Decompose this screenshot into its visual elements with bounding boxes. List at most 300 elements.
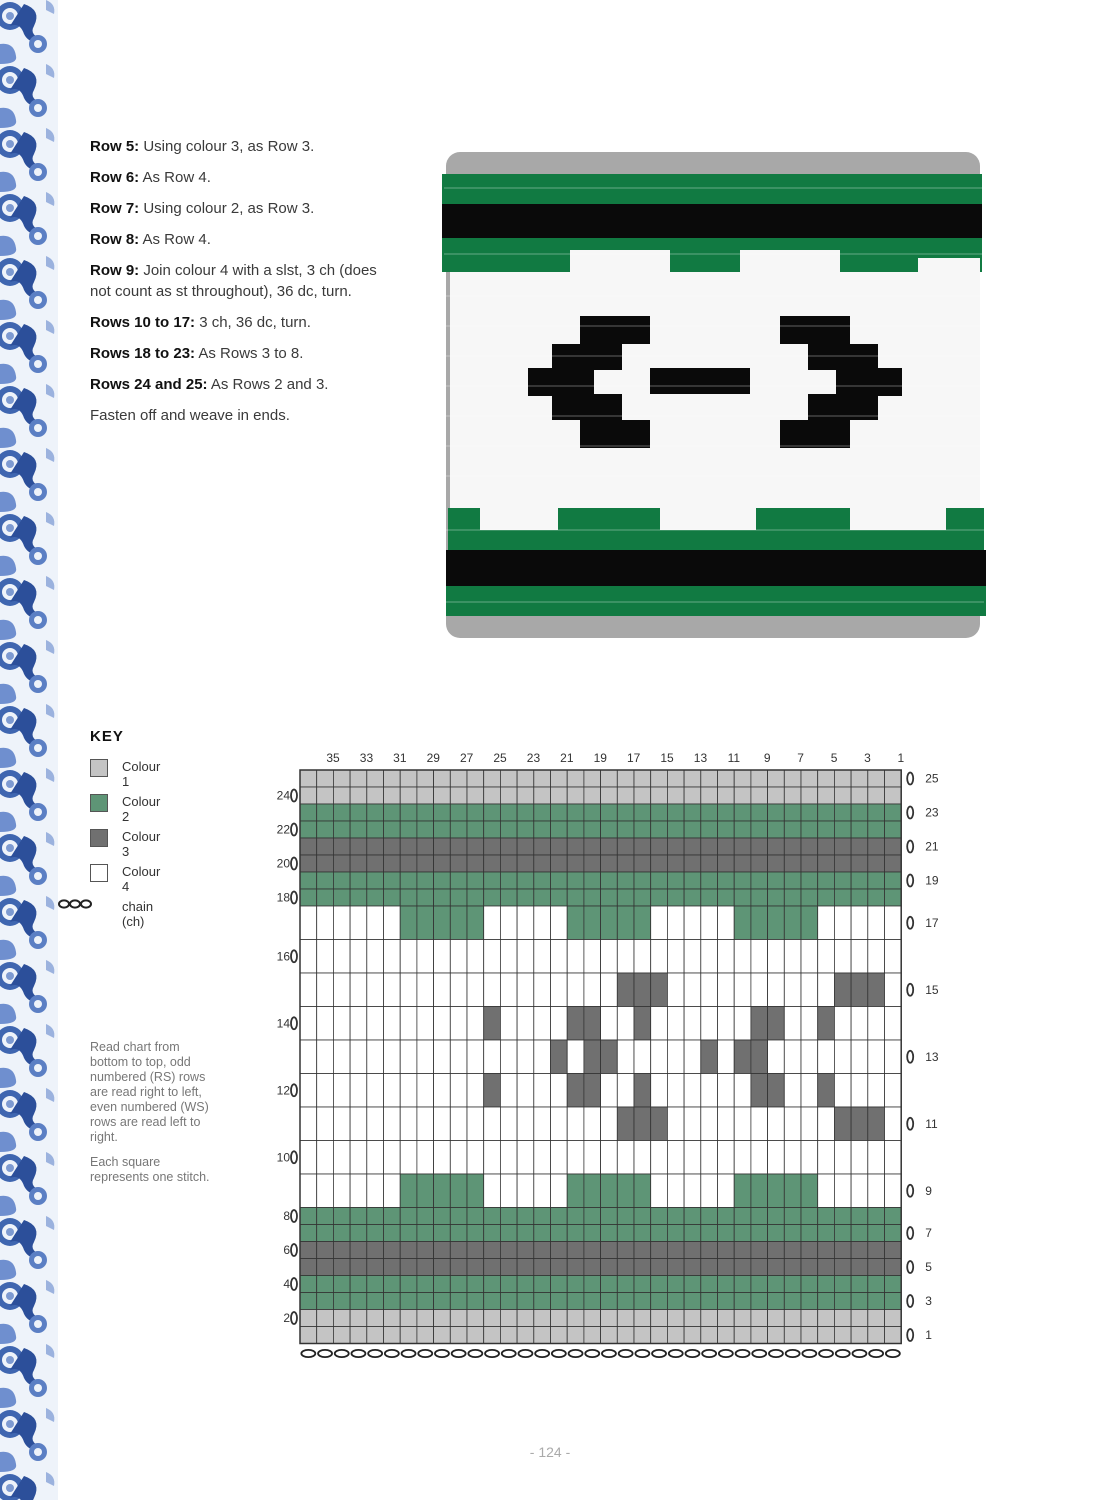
chart-cell [567, 787, 584, 804]
chart-cell [484, 1040, 501, 1074]
chart-cell [751, 1293, 768, 1310]
chart-cell [617, 1225, 634, 1242]
chart-cell [834, 889, 851, 906]
chart-cell [484, 1225, 501, 1242]
chart-cell [617, 1040, 634, 1074]
chart-cell [718, 1259, 735, 1276]
chart-cell [734, 1074, 751, 1108]
chart-cell [350, 804, 367, 821]
chart-cell [551, 1242, 568, 1259]
instruction-text: As Row 4. [139, 231, 211, 248]
chart-cell [784, 1107, 801, 1141]
chart-cell [384, 855, 401, 872]
chart-cell [684, 1007, 701, 1041]
chart-cell [417, 906, 434, 940]
chart-cell [434, 1107, 451, 1141]
chart-cell [834, 1293, 851, 1310]
chart-cell [667, 1310, 684, 1327]
chart-cell [551, 1276, 568, 1293]
chart-cell [450, 872, 467, 889]
crochet-swatch-photo [440, 146, 988, 644]
chart-cell [534, 889, 551, 906]
chart-cell [584, 1107, 601, 1141]
chart-cell [367, 1259, 384, 1276]
chart-cell [734, 838, 751, 855]
chart-cell [350, 940, 367, 974]
chart-cell [667, 1259, 684, 1276]
chart-cell [601, 821, 618, 838]
chart-cell [384, 1107, 401, 1141]
chart-cell [467, 770, 484, 787]
chart-cell [834, 1141, 851, 1175]
chart-cell [768, 821, 785, 838]
chart-cell [718, 889, 735, 906]
chart-cell [734, 770, 751, 787]
chart-cell [751, 1208, 768, 1225]
chart-cell [634, 906, 651, 940]
chart-cell [484, 1293, 501, 1310]
chart-cell [484, 1242, 501, 1259]
chart-cell [350, 1242, 367, 1259]
foundation-chain-icon [535, 1350, 549, 1357]
chart-cell [500, 838, 517, 855]
chart-cell [667, 940, 684, 974]
chart-cell [584, 906, 601, 940]
chart-cell [384, 1208, 401, 1225]
turning-chain-icon [291, 1151, 297, 1163]
chart-cell [768, 872, 785, 889]
chart-cell [517, 1174, 534, 1208]
chart-cell [885, 1242, 902, 1259]
chart-cell [450, 1242, 467, 1259]
chart-cell [768, 770, 785, 787]
chart-cell [617, 1327, 634, 1344]
chart-cell [367, 973, 384, 1007]
chart-cell [384, 906, 401, 940]
chart-cell [450, 940, 467, 974]
chart-cell [784, 1327, 801, 1344]
chart-cell [417, 1242, 434, 1259]
chart-cell [517, 872, 534, 889]
chart-cell [634, 1174, 651, 1208]
chart-cell [417, 838, 434, 855]
chart-cell [567, 821, 584, 838]
chart-cell [333, 889, 350, 906]
chart-cell [734, 1208, 751, 1225]
chart-cell [567, 1310, 584, 1327]
instruction-text: Using colour 2, as Row 3. [139, 200, 315, 217]
chart-cell [484, 1007, 501, 1041]
chart-cell [517, 1007, 534, 1041]
chart-cell [684, 1040, 701, 1074]
chart-cell [534, 804, 551, 821]
chart-cell [300, 855, 317, 872]
chart-cell [851, 906, 868, 940]
turning-chain-icon [291, 824, 297, 836]
row-number: 23 [925, 805, 939, 820]
chart-cell [885, 838, 902, 855]
key-item-chain [90, 899, 154, 934]
chart-cell [601, 1040, 618, 1074]
chart-cell [651, 872, 668, 889]
chart-cell [500, 787, 517, 804]
instruction-text: 3 ch, 36 dc, turn. [195, 314, 311, 331]
column-number: 19 [593, 751, 607, 765]
chart-cell [801, 1276, 818, 1293]
turning-chain-icon [907, 841, 913, 853]
chart-cell [601, 1107, 618, 1141]
chart-cell [417, 1276, 434, 1293]
chart-cell [450, 906, 467, 940]
chart-cell [868, 1276, 885, 1293]
chart-cell [751, 906, 768, 940]
chart-cell [434, 889, 451, 906]
chart-cell [384, 940, 401, 974]
chart-cell [400, 1208, 417, 1225]
chart-cell [317, 1242, 334, 1259]
foundation-chain-icon [819, 1350, 833, 1357]
chart-cell [467, 804, 484, 821]
chart-cell [467, 1310, 484, 1327]
chart-cell [851, 838, 868, 855]
foundation-chain-icon [669, 1350, 683, 1357]
chart-cell [300, 1293, 317, 1310]
chart-cell [751, 1225, 768, 1242]
chart-cell [818, 1174, 835, 1208]
chart-cell [300, 1310, 317, 1327]
instruction-row [90, 260, 390, 302]
chart-cell [434, 1208, 451, 1225]
chart-cell [400, 1276, 417, 1293]
chart-cell [384, 889, 401, 906]
chart-cell [567, 1107, 584, 1141]
chart-cell [651, 973, 668, 1007]
chart-cell [701, 1107, 718, 1141]
chart-cell [851, 1208, 868, 1225]
chart-cell [617, 804, 634, 821]
row-number: 1 [925, 1328, 932, 1342]
instruction-row [90, 312, 390, 333]
chart-cell [333, 1327, 350, 1344]
chart-cell [333, 940, 350, 974]
chart-cell [384, 1293, 401, 1310]
chart-cell [734, 1293, 751, 1310]
chart-cell [500, 889, 517, 906]
chart-cell [534, 1259, 551, 1276]
key-title: KEY [90, 728, 124, 745]
chart-cell [851, 1107, 868, 1141]
chart-cell [818, 1208, 835, 1225]
chart-cell [634, 770, 651, 787]
chart-cell [350, 1327, 367, 1344]
chart-cell [834, 1040, 851, 1074]
chart-cell [868, 1141, 885, 1175]
chart-cell [417, 973, 434, 1007]
chart-cell [484, 1259, 501, 1276]
chart-cell [551, 906, 568, 940]
chart-cell [617, 973, 634, 1007]
chart-cell [367, 804, 384, 821]
chart-cell [467, 1174, 484, 1208]
chart-cell [400, 1242, 417, 1259]
chart-cell [718, 1107, 735, 1141]
chart-cell [818, 889, 835, 906]
chart-cell [684, 973, 701, 1007]
chart-cell [500, 804, 517, 821]
chart-cell [734, 889, 751, 906]
chart-cell [517, 1293, 534, 1310]
chart-cell [751, 821, 768, 838]
chart-cell [601, 1293, 618, 1310]
chart-cell [484, 821, 501, 838]
chart-cell [450, 1259, 467, 1276]
chart-cell [534, 906, 551, 940]
chart-cell [718, 906, 735, 940]
chart-cell [434, 1174, 451, 1208]
chart-cell [617, 940, 634, 974]
chart-cell [651, 1074, 668, 1108]
chart-cell [400, 1007, 417, 1041]
chart-cell [467, 906, 484, 940]
chart-cell [317, 804, 334, 821]
chart-cell [701, 872, 718, 889]
chart-cell [885, 1174, 902, 1208]
chart-cell [768, 1310, 785, 1327]
chart-cell [885, 1107, 902, 1141]
chart-cell [317, 787, 334, 804]
chart-cell [784, 1174, 801, 1208]
chart-cell [317, 1141, 334, 1175]
chart-cell [467, 1007, 484, 1041]
chart-cell [317, 1107, 334, 1141]
chart-cell [801, 804, 818, 821]
chart-cell [751, 940, 768, 974]
chart-cell [484, 1310, 501, 1327]
chart-cell [367, 1293, 384, 1310]
row-number: 12 [276, 1083, 290, 1098]
row-number: 19 [925, 873, 939, 888]
chart-cell [801, 1208, 818, 1225]
foundation-chain-icon [569, 1350, 583, 1357]
chart-cell [868, 872, 885, 889]
colour-3-swatch [90, 829, 108, 847]
chart-cell [718, 804, 735, 821]
chart-cell [667, 973, 684, 1007]
turning-chain-icon [291, 1278, 297, 1290]
chart-cell [317, 838, 334, 855]
chart-cell [617, 1107, 634, 1141]
chart-cell [384, 1225, 401, 1242]
chart-cell [350, 770, 367, 787]
foundation-chain-icon [702, 1350, 716, 1357]
chart-cell [317, 940, 334, 974]
chart-cell [300, 872, 317, 889]
chart-cell [701, 1225, 718, 1242]
chart-cell [551, 1225, 568, 1242]
chart-cell [584, 1141, 601, 1175]
chart-cell [517, 1242, 534, 1259]
chart-cell [534, 787, 551, 804]
chart-cell [801, 1327, 818, 1344]
chart-cell [367, 1327, 384, 1344]
turning-chain-icon [291, 1210, 297, 1222]
column-number: 23 [526, 751, 541, 765]
chart-cell [517, 1040, 534, 1074]
chart-cell [868, 1259, 885, 1276]
chart-cell [868, 1327, 885, 1344]
turning-chain-icon [907, 1185, 913, 1197]
turning-chain-icon [907, 1227, 913, 1239]
chart-cell [350, 1141, 367, 1175]
chart-cell [317, 1074, 334, 1108]
chart-cell [300, 1225, 317, 1242]
chart-cell [500, 1276, 517, 1293]
foundation-chain-icon [652, 1350, 666, 1357]
chart-cell [667, 1208, 684, 1225]
chart-cell [417, 1074, 434, 1108]
chart-cell [851, 821, 868, 838]
chart-cell [801, 1040, 818, 1074]
chart-cell [417, 787, 434, 804]
chart-cell [868, 770, 885, 787]
chart-cell [851, 889, 868, 906]
chart-cell [818, 1293, 835, 1310]
chart-cell [350, 906, 367, 940]
chart-cell [851, 973, 868, 1007]
chart-cell [801, 1259, 818, 1276]
chart-cell [567, 1074, 584, 1108]
column-number: 15 [660, 751, 674, 765]
chart-cell [517, 821, 534, 838]
chart-cell [567, 1276, 584, 1293]
chart-cell [718, 1327, 735, 1344]
chart-cell [300, 973, 317, 1007]
chart-cell [651, 1276, 668, 1293]
chart-cell [834, 1259, 851, 1276]
chart-cell [500, 906, 517, 940]
chart-cell [434, 770, 451, 787]
chart-cell [584, 1327, 601, 1344]
chart-cell [317, 1225, 334, 1242]
chart-cell [484, 1276, 501, 1293]
chart-cell [450, 1040, 467, 1074]
chart-cell [818, 804, 835, 821]
chart-cell [300, 1074, 317, 1108]
chart-cell [801, 940, 818, 974]
chart-cell [551, 1040, 568, 1074]
chart-cell [584, 940, 601, 974]
chart-cell [450, 855, 467, 872]
chart-cell [617, 770, 634, 787]
chart-cell [400, 1293, 417, 1310]
instruction-text: As Row 4. [139, 169, 211, 186]
chart-cell [751, 1040, 768, 1074]
foundation-chain-icon [635, 1350, 649, 1357]
chart-cell [567, 906, 584, 940]
chart-cell [851, 787, 868, 804]
chart-cell [684, 855, 701, 872]
chart-cell [801, 1242, 818, 1259]
chart-cell [534, 1007, 551, 1041]
chart-cell [434, 1225, 451, 1242]
instruction-row [90, 343, 390, 364]
chart-cell [467, 872, 484, 889]
chart-cell [400, 787, 417, 804]
chart-cell [551, 1259, 568, 1276]
chart-cell [818, 787, 835, 804]
chart-cell [801, 889, 818, 906]
chart-cell [851, 1259, 868, 1276]
chart-cell [834, 940, 851, 974]
chart-cell [434, 906, 451, 940]
chart-cell [701, 1293, 718, 1310]
chart-cell [851, 872, 868, 889]
chart-cell [584, 1225, 601, 1242]
chart-cell [734, 1107, 751, 1141]
chart-cell [701, 1174, 718, 1208]
chart-cell [651, 770, 668, 787]
chart-cell [584, 787, 601, 804]
chart-cell [400, 940, 417, 974]
chart-cell [417, 1225, 434, 1242]
chart-cell [434, 1310, 451, 1327]
chart-cell [317, 1174, 334, 1208]
chart-cell [734, 906, 751, 940]
turning-chain-icon [907, 984, 913, 996]
chart-cell [634, 1040, 651, 1074]
chart-cell [500, 1242, 517, 1259]
chart-cell [384, 872, 401, 889]
chart-cell [651, 1040, 668, 1074]
chart-cell [450, 787, 467, 804]
chart-cell [400, 872, 417, 889]
foundation-chain-icon [502, 1350, 516, 1357]
chart-cell [384, 787, 401, 804]
chart-cell [868, 889, 885, 906]
chart-cell [400, 1141, 417, 1175]
chart-cell [534, 1040, 551, 1074]
chart-cell [500, 1174, 517, 1208]
chart-cell [300, 1174, 317, 1208]
chart-cell [684, 1276, 701, 1293]
chart-cell [784, 1007, 801, 1041]
chart-cell [801, 1310, 818, 1327]
row-number: 21 [925, 839, 939, 854]
chart-cell [718, 1174, 735, 1208]
turning-chain-icon [907, 1295, 913, 1307]
chart-cell [851, 1276, 868, 1293]
row-number: 15 [925, 982, 939, 997]
chart-cell [517, 1208, 534, 1225]
instruction-row [90, 167, 390, 188]
column-number: 11 [727, 751, 741, 765]
chart-cell [567, 1293, 584, 1310]
chart-cell [667, 787, 684, 804]
chart-cell [551, 1007, 568, 1041]
chart-cell [701, 1074, 718, 1108]
chart-cell [768, 1040, 785, 1074]
row-number: 3 [925, 1294, 932, 1308]
chart-cell [517, 889, 534, 906]
chart-cell [651, 940, 668, 974]
chart-cell [684, 1174, 701, 1208]
chart-cell [885, 1327, 902, 1344]
chart-cell [667, 1141, 684, 1175]
chart-cell [801, 906, 818, 940]
row-number: 22 [276, 822, 290, 837]
chart-cell [517, 1327, 534, 1344]
chart-cell [333, 1276, 350, 1293]
